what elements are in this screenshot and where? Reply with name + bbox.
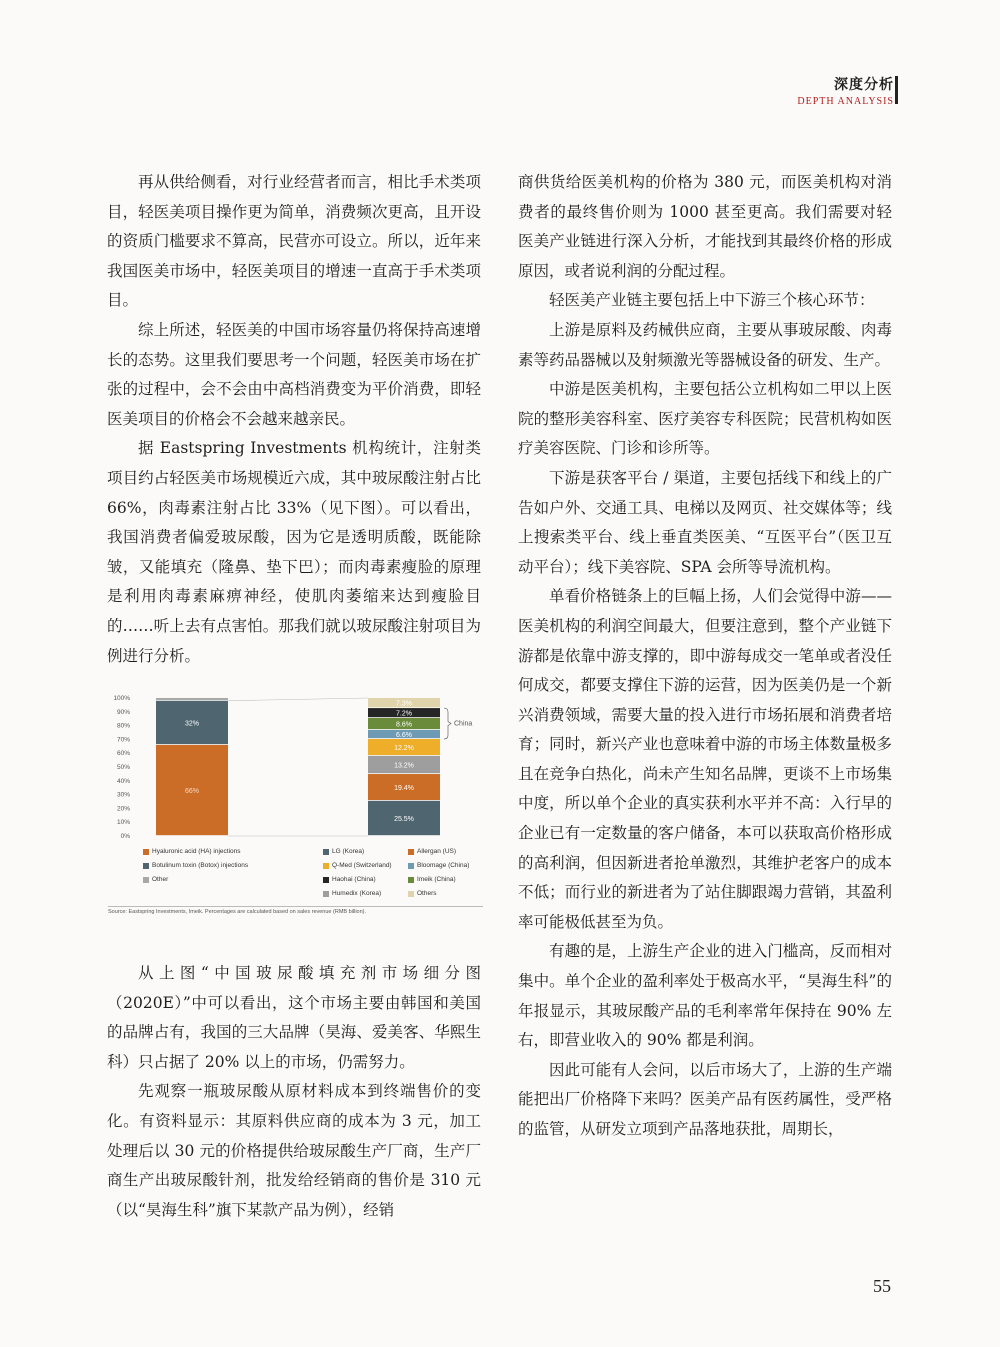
section-header bbox=[797, 74, 894, 107]
legend-label: Hyaluronic acid (HA) injections bbox=[152, 848, 241, 855]
right-column bbox=[518, 168, 892, 1145]
paragraph: 轻医美产业链主要包括上中下游三个核心环节： bbox=[549, 291, 875, 310]
china-annotation: China bbox=[454, 720, 473, 728]
legend-item bbox=[408, 890, 469, 904]
legend-item bbox=[323, 862, 392, 876]
legend-label: LG (Korea) bbox=[332, 848, 365, 855]
legend-swatch bbox=[143, 863, 149, 869]
legend-left bbox=[143, 848, 248, 890]
paragraph: 中游是医美机构，主要包括公立机构如二甲以上医院的整形美容科室、医疗美容专科医院；民营机构如医疗美容医院、门诊和诊所等。 bbox=[518, 380, 892, 458]
legend-label: Botulinum toxin (Botox) injections bbox=[152, 862, 249, 869]
figure-source: Source: Eastspring Investments, Imeik. Percentages are calculated based on sales revenue (RMB billion). bbox=[108, 909, 367, 915]
y-tick-label: 50% bbox=[116, 764, 130, 771]
legend-label: Bloomage (China) bbox=[417, 862, 470, 869]
legend-label: Allergan (US) bbox=[417, 848, 457, 855]
legend-label: Q-Med (Switzerland) bbox=[332, 862, 392, 869]
paragraph: 从上图“中国玻尿酸填充剂市场细分图（2020E）”中可以看出，这个市场主要由韩国和美国的品牌占有，我国的三大品牌（昊海、爱美客、华熙生科）只占据了 20% 以上的市场，仍需努力。 bbox=[107, 964, 481, 1071]
legend-item bbox=[143, 862, 248, 876]
paragraph: 综上所述，轻医美的中国市场容量仍将保持高速增长的态势。这里我们要思考一个问题，轻医美市场在扩张的过程中，会不会由中高档消费变为平价消费，即轻医美项目的价格会不会越来越亲民。 bbox=[107, 320, 481, 428]
legend-swatch bbox=[323, 891, 329, 897]
paragraph: 据 Eastspring Investments 机构统计，注射类项目约占轻医美市场规模近六成，其中玻尿酸注射占比 66%，肉毒素注射占比 33%（见下图）。可以看出，我国消费者偏爱玻尿酸，因为它是透明质酸，既能除皱，又能填充（隆鼻、垫下巴）；而肉毒素瘦脸的原理是利用肉毒素麻痹神经，使肌肉萎缩来达到瘦脸目的……听上去有点害怕。那我们就以玻尿酸注射项目为例进行分析。 bbox=[107, 439, 481, 665]
legend-swatch bbox=[323, 877, 329, 883]
legend-swatch bbox=[408, 877, 414, 883]
paragraph: 有趣的是，上游生产企业的进入门槛高，反而相对集中。单个企业的盈利率处于极高水平，“昊海生科”的年报显示，其玻尿酸产品的毛利率常年保持在 90% 左右，即营业收入的 90% 都是利润。 bbox=[518, 942, 892, 1050]
legend-item bbox=[323, 848, 392, 862]
y-tick-label: 40% bbox=[116, 777, 130, 785]
market-share-figure bbox=[108, 688, 483, 918]
legend-swatch bbox=[323, 849, 329, 855]
bar-segment-label: 6.6% bbox=[396, 731, 412, 739]
y-tick-label: 100% bbox=[113, 695, 130, 702]
y-tick-label: 10% bbox=[116, 819, 130, 827]
legend-swatch bbox=[323, 863, 329, 869]
paragraph: 单看价格链条上的巨幅上扬，人们会觉得中游——医美机构的利润空间最大，但要注意到，整个产业链下游都是依靠中游支撑的，即中游每成交一笔单或者没任何成交，都要支撑住下游的运营，因为医美仍是一个新兴消费领域，需要大量的投入进行市场拓展和消费者培育；同时，新兴产业也意味着中游的市场主体数量极多且在竞争白热化，尚未产生知名品牌，更谈不上市场集中度，所以单个企业的真实获利水平并不高：入行早的企业已有一定数量的客户储备，本可以获取高价格形成的高利润，但因新进者抢单激烈，其维护老客户的成本不低；而行业的新进者为了站住脚跟竭力营销，其盈利率可能极低甚至为负。 bbox=[518, 587, 892, 931]
section-title-en: DEPTH ANALYSIS bbox=[797, 96, 894, 107]
bar-segment-label: 12.2% bbox=[394, 744, 414, 752]
y-tick-label: 80% bbox=[116, 722, 130, 730]
y-tick-label: 0% bbox=[120, 833, 130, 840]
legend-swatch bbox=[408, 891, 414, 897]
bar-segment-label: 13.2% bbox=[394, 762, 414, 770]
legend-item bbox=[408, 848, 469, 862]
bar-segment-label: 7.2% bbox=[396, 710, 412, 718]
legend-item bbox=[408, 862, 469, 876]
bar-segment-label: 66% bbox=[184, 787, 200, 795]
legend-item bbox=[323, 876, 392, 890]
china-bracket bbox=[444, 708, 451, 739]
legend-item bbox=[408, 876, 469, 890]
header-bar bbox=[895, 76, 898, 104]
legend-label: Haohai (China) bbox=[332, 876, 376, 883]
legend-right bbox=[408, 848, 469, 904]
y-tick-label: 90% bbox=[116, 708, 130, 716]
legend-item bbox=[323, 890, 392, 904]
y-tick-label: 70% bbox=[116, 736, 130, 744]
legend-label: Others bbox=[417, 890, 437, 897]
connector-line bbox=[228, 698, 368, 701]
paragraph: 下游是获客平台 / 渠道，主要包括线下和线上的广告如户外、交通工具、电梯以及网页、社交媒体等；线上搜索类平台、线上垂直类医美、“互医平台”（医卫互动平台）；线下美容院、SPA 会所等导流机构。 bbox=[518, 468, 892, 576]
paragraph: 上游是原料及药械供应商，主要从事玻尿酸、肉毒素等药品器械以及射频激光等器械设备的研发、生产。 bbox=[518, 320, 892, 369]
y-tick-label: 60% bbox=[116, 750, 130, 758]
legend-label: Humedix (Korea) bbox=[332, 890, 382, 897]
page-number: 55 bbox=[873, 1276, 891, 1296]
bar-segment-label: 8.6% bbox=[396, 721, 412, 729]
legend-item bbox=[143, 876, 248, 890]
legend-item bbox=[143, 848, 248, 862]
legend-swatch bbox=[408, 863, 414, 869]
paragraph: 再从供给侧看，对行业经营者而言，相比手术类项目，轻医美项目操作更为简单，消费频次更高，且开设的资质门槛要求不算高，民营亦可设立。所以，近年来我国医美市场中，轻医美项目的增速一直高于手术类项目。 bbox=[107, 173, 481, 310]
left-column-bottom bbox=[107, 959, 481, 1225]
y-tick-label: 30% bbox=[116, 791, 130, 799]
y-tick-label: 20% bbox=[116, 805, 130, 813]
bar-segment-label: 25.5% bbox=[394, 815, 414, 823]
legend-swatch bbox=[143, 877, 149, 883]
left-column-top bbox=[107, 168, 481, 671]
legend-swatch bbox=[408, 849, 414, 855]
section-title-cn: 深度分析 bbox=[834, 77, 894, 93]
paragraph: 先观察一瓶玻尿酸从原材料成本到终端售价的变化。有资料显示：其原料供应商的成本为 3 元，加工处理后以 30 元的价格提供给玻尿酸生产厂商，生产厂商生产出玻尿酸针剂，批发给经销商的售价是 310 元（以“昊海生科”旗下某款产品为例），经销 bbox=[107, 1082, 481, 1219]
bar-segment bbox=[156, 698, 228, 700]
figure-divider bbox=[108, 906, 483, 907]
legend-swatch bbox=[143, 849, 149, 855]
bar-segment-label: 19.4% bbox=[394, 784, 414, 792]
stacked-bar-chart bbox=[108, 688, 483, 848]
bar-segment-label: 7.3% bbox=[396, 700, 412, 708]
bar-segment-label: 32% bbox=[184, 720, 200, 728]
legend-label: Other bbox=[152, 876, 169, 883]
paragraph: 因此可能有人会问，以后市场大了，上游的生产端能把出厂价格降下来吗？医美产品有医药属性，受严格的监管，从研发立项到产品落地获批，周期长， bbox=[518, 1060, 892, 1138]
paragraph: 商供货给医美机构的价格为 380 元，而医美机构对消费者的最终售价则为 1000 甚至更高。我们需要对轻医美产业链进行深入分析，才能找到其最终价格的形成原因，或者说利润的分配过程。 bbox=[518, 173, 892, 280]
legend-mid bbox=[323, 848, 392, 904]
legend-label: Imeik (China) bbox=[417, 876, 456, 883]
